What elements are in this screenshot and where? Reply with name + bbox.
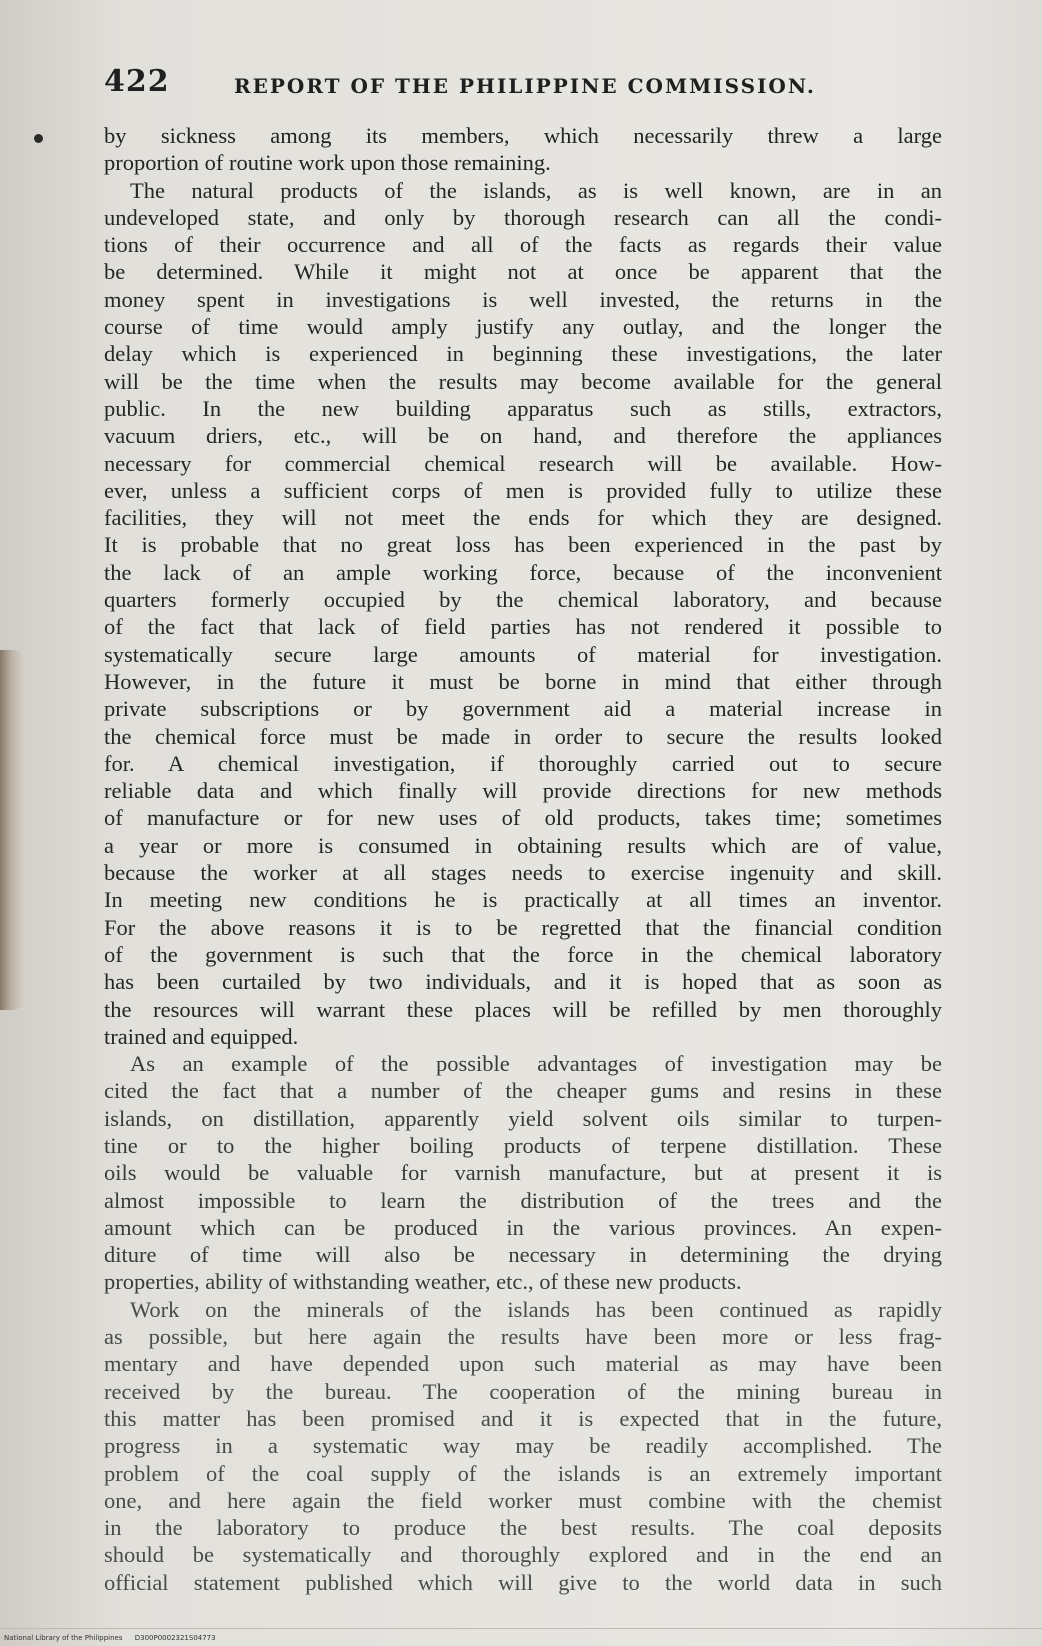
text-line: has been curtailed by two individuals, and it is hoped that as soon as [104, 969, 942, 995]
text-line: Work on the minerals of the islands has been continued as rapidly [130, 1296, 942, 1322]
text-line: vacuum driers, etc., will be on hand, and therefore the appliances [104, 423, 942, 449]
text-line: for. A chemical investigation, if thoroughly carried out to secure [104, 750, 942, 776]
text-line: in the laboratory to produce the best results. The coal deposits [104, 1515, 942, 1541]
text-line: undeveloped state, and only by thorough research can all the condi- [104, 204, 942, 230]
text-line: facilities, they will not meet the ends for which they are designed. [104, 505, 942, 531]
text-line: properties, ability of withstanding weather, etc., of these new products. [104, 1269, 742, 1295]
text-line: tine or to the higher boiling products of terpene distillation. These [104, 1132, 942, 1158]
text-line: For the above reasons it is to be regretted that the financial condition [104, 914, 942, 940]
text-line: a year or more is consumed in obtaining results which are of value, [104, 832, 942, 858]
text-line: the chemical force must be made in order to secure the results looked [104, 723, 942, 749]
scan-identifier: D300P0002321S04773 [134, 1634, 216, 1642]
running-title: REPORT OF THE PHILIPPINE COMMISSION. [234, 74, 816, 98]
text-line: because the worker at all stages needs to exercise ingenuity and skill. [104, 860, 942, 886]
margin-dot-mark [34, 134, 43, 143]
paragraph [104, 122, 942, 177]
text-line: of manufacture or for new uses of old products, takes time; sometimes [104, 805, 942, 831]
text-line: mentary and have depended upon such material as may have been [104, 1351, 942, 1377]
text-line: However, in the future it must be borne in mind that either through [104, 668, 942, 694]
text-line: It is probable that no great loss has been experienced in the past by [104, 532, 942, 558]
text-line: trained and equipped. [104, 1023, 299, 1049]
text-line: money spent in investigations is well invested, the returns in the [104, 286, 942, 312]
text-line: official statement published which will give to the world data in such [104, 1569, 942, 1595]
scan-bottom-rule [0, 1628, 1042, 1629]
text-line: should be systematically and thoroughly explored and in the end an [104, 1542, 942, 1568]
text-line: course of time would amply justify any outlay, and the longer the [104, 314, 942, 340]
text-line: reliable data and which finally will provide directions for new methods [104, 778, 942, 804]
text-line: problem of the coal supply of the islands is an extremely important [104, 1460, 942, 1486]
paragraph [104, 1296, 942, 1596]
text-line: received by the bureau. The cooperation of the mining bureau in [104, 1378, 942, 1404]
text-line: ever, unless a sufficient corps of men is provided fully to utilize these [104, 477, 942, 503]
text-line: oils would be valuable for varnish manufacture, but at present it is [104, 1160, 942, 1186]
text-line: amount which can be produced in the various provinces. An expen- [104, 1214, 942, 1240]
text-line: tions of their occurrence and all of the facts as regards their value [104, 232, 942, 258]
text-line: proportion of routine work upon those remaining. [104, 150, 551, 176]
text-line: the resources will warrant these places will be refilled by men thoroughly [104, 996, 942, 1022]
text-line: The natural products of the islands, as is well known, are in an [130, 177, 942, 203]
text-line: one, and here again the field worker must combine with the chemist [104, 1487, 942, 1513]
text-line: diture of time will also be necessary in determining the drying [104, 1242, 942, 1268]
text-line: by sickness among its members, which necessarily threw a large [104, 123, 942, 148]
text-line: the lack of an ample working force, because of the inconvenient [104, 559, 942, 585]
paragraph [104, 1050, 942, 1296]
text-line: private subscriptions or by government aid a material increase in [104, 696, 942, 722]
text-line: as possible, but here again the results have been more or less frag- [104, 1324, 942, 1350]
text-line: of the fact that lack of field parties has not rendered it possible to [104, 614, 942, 640]
text-line: almost impossible to learn the distribution of the trees and the [104, 1187, 942, 1213]
text-line: necessary for commercial chemical research will be available. How- [104, 450, 942, 476]
text-line: public. In the new building apparatus such as stills, extractors, [104, 395, 942, 421]
text-line: systematically secure large amounts of material for investigation. [104, 641, 942, 667]
text-line: quarters formerly occupied by the chemical laboratory, and because [104, 587, 942, 613]
text-line: delay which is experienced in beginning these investigations, the later [104, 341, 942, 367]
text-line: of the government is such that the force in the chemical laboratory [104, 941, 942, 967]
library-credit: National Library of the Philippines [4, 1634, 123, 1642]
text-line: As an example of the possible advantages of investigation may be [130, 1051, 942, 1077]
text-line: be determined. While it might not at once be apparent that the [104, 259, 942, 285]
page-edge-shadow [0, 650, 26, 1010]
text-line: In meeting new conditions he is practically at all times an inventor. [104, 887, 942, 913]
text-line: cited the fact that a number of the cheaper gums and resins in these [104, 1078, 942, 1104]
page-number: 422 [104, 64, 170, 99]
paragraph [104, 177, 942, 1051]
text-line: this matter has been promised and it is expected that in the future, [104, 1405, 942, 1431]
text-line: will be the time when the results may become available for the general [104, 368, 942, 394]
scan-footer [4, 1634, 216, 1642]
body-text [104, 122, 942, 1596]
text-line: progress in a systematic way may be readily accomplished. The [104, 1433, 942, 1459]
text-line: islands, on distillation, apparently yield solvent oils similar to turpen- [104, 1105, 942, 1131]
page-header [104, 64, 944, 108]
